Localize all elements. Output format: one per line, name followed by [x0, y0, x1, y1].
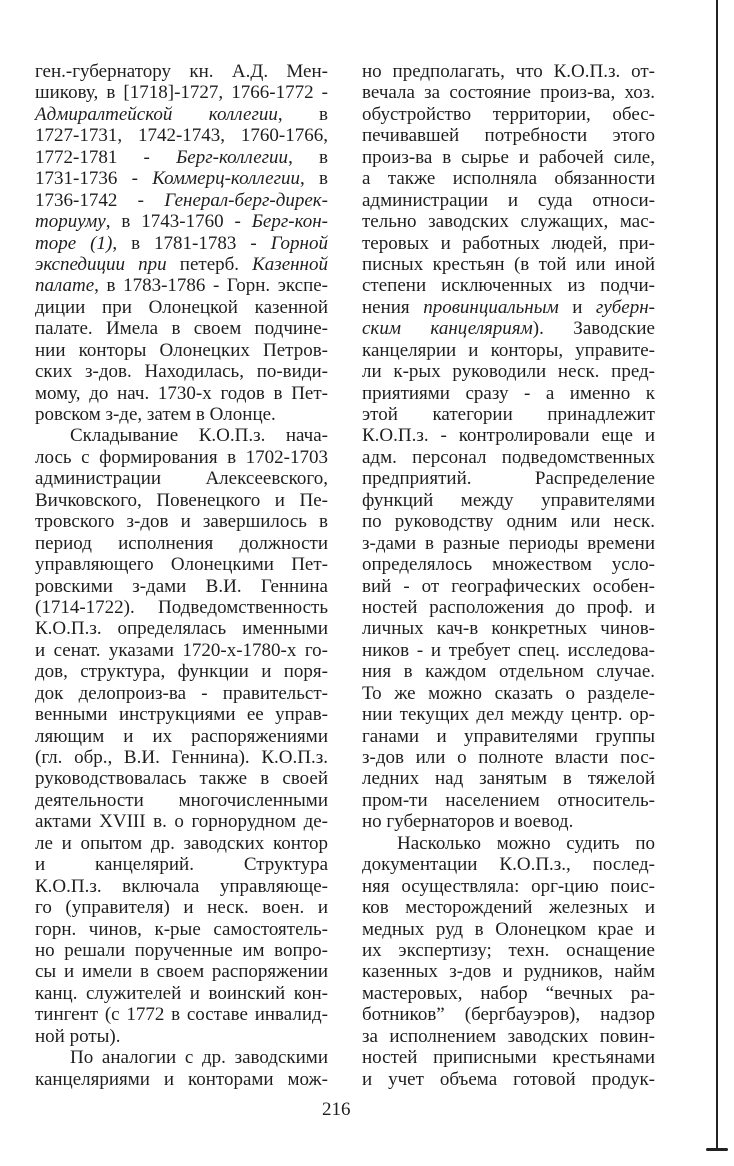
text-line — [362, 233, 655, 254]
text-segment: определялось множеством усло- — [362, 554, 655, 576]
text-line — [35, 1026, 328, 1047]
text-segment: К.О.П.з. включала управляюще- — [35, 875, 328, 897]
text-segment: , в — [299, 168, 328, 190]
text-segment: (гл. обр., В.И. Геннина). К.О.П.з. — [35, 747, 328, 768]
text-line — [362, 168, 655, 189]
italic-text-segment: палате — [35, 275, 95, 297]
text-segment: теровых и работных людей, при- — [362, 232, 655, 254]
italic-text-segment: Казенной — [252, 253, 328, 275]
text-segment: печивавшей потребности этого — [362, 125, 655, 147]
text-line — [35, 490, 328, 511]
text-line — [35, 275, 328, 296]
text-line — [362, 275, 655, 296]
text-line — [35, 683, 328, 704]
text-segment: з-дами в разные периоды времени — [362, 532, 655, 554]
text-segment: Вичковского, Повенецкого и Пе- — [35, 489, 328, 511]
text-segment: тровского з-дов и завершилось в — [35, 511, 328, 533]
italic-text-segment: экспедиции при — [35, 253, 167, 275]
text-segment: управляющего Олонецкими Пет- — [35, 554, 328, 576]
text-line — [35, 961, 328, 982]
text-line — [362, 297, 655, 318]
text-line — [35, 425, 328, 446]
text-segment: администрации Алексеевского, — [35, 468, 328, 490]
text-segment: дов, структура, функции и поря- — [35, 661, 328, 683]
text-line — [362, 340, 655, 361]
text-line — [362, 211, 655, 232]
text-segment: , в — [288, 146, 328, 168]
italic-text-segment: Берг-коллегии — [176, 146, 289, 168]
text-segment: ровском з-де, затем в Олонце. — [35, 404, 276, 425]
text-line — [35, 1069, 328, 1090]
text-segment: ностей расположения до проф. и — [362, 596, 655, 618]
text-segment: ледних над занятым в тяжелой — [362, 768, 655, 790]
text-segment: мому, до нач. 1730-х годов в Пет- — [35, 382, 328, 404]
text-line — [362, 104, 655, 125]
text-segment: ). Заводские — [532, 318, 655, 340]
margin-rule-line — [716, 0, 718, 1150]
text-segment: администрации и суда относи- — [362, 189, 655, 211]
text-line — [362, 961, 655, 982]
text-segment: 1736-1742 - — [35, 189, 165, 211]
text-line — [362, 597, 655, 618]
italic-text-segment: Берг-кон- — [251, 211, 328, 233]
text-line — [35, 233, 328, 254]
text-line — [362, 854, 655, 875]
text-line — [362, 811, 655, 832]
text-segment: вечала за состояние произ-ва, хоз. — [362, 82, 655, 104]
italic-text-segment: Коммерц-коллегии — [152, 168, 300, 190]
text-segment: сы и имели в своем распоряжении — [35, 961, 328, 983]
text-segment: за исполнением заводских повин- — [362, 1025, 655, 1047]
italic-text-segment: провинциальным — [423, 296, 559, 318]
text-segment: вий - от географических особен- — [362, 575, 655, 597]
text-segment: тельно заводских служащих, мас- — [362, 211, 655, 233]
text-line — [362, 125, 655, 146]
italic-text-segment: губерн- — [595, 296, 655, 318]
margin-rule-foot — [706, 1148, 728, 1151]
italic-text-segment: ториуму — [35, 211, 106, 233]
text-segment: К.О.П.з. определялась именными — [35, 618, 328, 640]
text-line — [362, 897, 655, 918]
text-segment: , в — [277, 103, 328, 125]
text-line — [35, 168, 328, 189]
text-line — [362, 61, 655, 82]
text-line — [362, 82, 655, 103]
text-line — [35, 726, 328, 747]
text-line — [35, 468, 328, 489]
text-segment: деятельности многочисленными — [35, 789, 328, 811]
text-line — [35, 576, 328, 597]
text-line — [362, 254, 655, 275]
text-segment: канц. служителей и воинский кон- — [35, 982, 328, 1004]
text-segment: мастеровых, набор “вечных ра- — [362, 982, 655, 1004]
italic-text-segment: Адмиралтейской коллегии — [35, 103, 278, 125]
page-number: 216 — [322, 1099, 351, 1120]
text-line — [362, 747, 655, 768]
italic-text-segment: Горной — [270, 232, 328, 254]
text-line — [35, 104, 328, 125]
text-segment: а также исполняла обязанности — [362, 168, 655, 190]
text-line — [35, 147, 328, 168]
text-segment: функций между управителями — [362, 489, 655, 511]
text-line — [35, 897, 328, 918]
text-line — [362, 383, 655, 404]
text-line — [362, 768, 655, 789]
text-segment: ле и опытом др. заводских контор — [35, 832, 328, 854]
text-line — [35, 661, 328, 682]
text-line — [362, 361, 655, 382]
text-line — [362, 683, 655, 704]
text-line — [362, 468, 655, 489]
text-line — [362, 404, 655, 425]
text-segment: ли к-рых руководили неск. пред- — [362, 361, 655, 383]
text-line — [35, 554, 328, 575]
text-segment: шикову, в [1718]-1727, 1766-1772 - — [35, 82, 328, 104]
text-segment: диции при Олонецкой казенной — [35, 296, 328, 318]
text-segment: ганами и управителями группы — [362, 725, 655, 747]
text-line — [35, 254, 328, 275]
text-line — [362, 554, 655, 575]
text-line — [35, 640, 328, 661]
text-line — [362, 425, 655, 446]
text-line — [362, 983, 655, 1004]
text-segment: палате. Имела в своем подчине- — [35, 318, 328, 340]
text-line — [362, 726, 655, 747]
text-segment: , в 1743-1760 - — [105, 211, 252, 233]
text-line — [362, 940, 655, 961]
text-segment: и учет объема готовой продук- — [362, 1068, 655, 1090]
text-line — [362, 640, 655, 661]
text-line — [35, 811, 328, 832]
italic-text-segment: торе (1) — [35, 232, 113, 254]
text-segment: петерб. — [166, 253, 253, 275]
text-line — [362, 490, 655, 511]
italic-text-segment: Генерал-берг-дирек- — [164, 189, 328, 211]
text-line — [35, 61, 328, 82]
text-segment: нии конторы Олонецких Петров- — [35, 339, 328, 361]
text-segment: ровскими з-дами В.И. Геннина — [35, 575, 328, 597]
text-segment: но губернаторов и воевод. — [362, 811, 574, 833]
text-line — [362, 618, 655, 639]
text-segment: ностей приписными крестьянами — [362, 1047, 655, 1069]
text-segment: ния в каждом отдельном случае. — [362, 661, 655, 683]
text-line — [35, 511, 328, 532]
text-line — [35, 768, 328, 789]
text-line — [35, 361, 328, 382]
text-column-left — [35, 61, 328, 1090]
text-segment: но предполагать, что К.О.П.з. от- — [362, 61, 655, 82]
text-line — [362, 533, 655, 554]
text-line — [35, 404, 328, 425]
italic-text-segment: ским канцеляриям — [362, 318, 533, 340]
text-segment: и сенат. указами 1720-х-1780-х го- — [35, 639, 328, 661]
text-segment: Насколько можно судить по — [397, 832, 655, 854]
text-segment: (1714-1722). Подведомственность — [35, 596, 328, 618]
text-line — [362, 190, 655, 211]
text-line — [35, 533, 328, 554]
text-line — [362, 704, 655, 725]
text-line — [362, 876, 655, 897]
text-segment: приятиями сразу - а именно к — [362, 382, 655, 404]
text-segment: этой категории принадлежит — [362, 404, 655, 425]
text-segment: , в 1781-1783 - — [112, 232, 271, 254]
text-line — [362, 147, 655, 168]
text-line — [35, 318, 328, 339]
text-line — [35, 211, 328, 232]
text-segment: пром-ти населением относитель- — [362, 789, 655, 811]
text-line — [362, 576, 655, 597]
text-segment: актами XVIII в. о горнорудном де- — [35, 811, 328, 833]
text-segment: писных крестьян (в той или иной — [362, 253, 655, 275]
text-segment: ков месторождений железных и — [362, 897, 655, 919]
text-segment: и — [558, 296, 596, 318]
text-segment: предприятий. Распределение — [362, 468, 655, 490]
text-segment: ников - и требует спец. исследова- — [362, 639, 655, 661]
text-segment: 1731-1736 - — [35, 168, 153, 190]
text-line — [35, 618, 328, 639]
text-segment: лось с формирования в 1702-1703 — [35, 446, 328, 468]
text-line — [362, 919, 655, 940]
text-segment: период исполнения должности — [35, 532, 328, 554]
text-line — [35, 747, 328, 768]
text-segment: ляющим и их распоряжениями — [35, 725, 328, 747]
text-line — [35, 1004, 328, 1025]
text-line — [362, 833, 655, 854]
text-segment: медных руд в Олонецком крае и — [362, 918, 655, 940]
text-line — [35, 125, 328, 146]
text-line — [35, 297, 328, 318]
text-line — [35, 340, 328, 361]
text-segment: по руководству одним или неск. — [362, 511, 655, 533]
text-segment: руководствовалась также в своей — [35, 768, 328, 790]
text-line — [35, 190, 328, 211]
text-line — [35, 833, 328, 854]
text-segment: их экспертизу; техн. оснащение — [362, 939, 655, 961]
text-line — [35, 1047, 328, 1068]
text-segment: К.О.П.з. - контролировали еще и — [362, 425, 655, 447]
text-segment: обустройство территории, обес- — [362, 103, 655, 125]
text-line — [362, 790, 655, 811]
text-line — [35, 383, 328, 404]
text-segment: По аналогии с др. заводскими — [70, 1047, 328, 1069]
text-segment: степени исключенных из подчи- — [362, 275, 655, 297]
text-segment: канцеляриями и конторами мож- — [35, 1068, 328, 1090]
text-segment: док делопроиз-ва - правительст- — [35, 682, 328, 704]
text-segment: но решали порученные им вопро- — [35, 939, 328, 961]
text-segment: горн. чинов, к-рые самостоятель- — [35, 918, 328, 940]
text-segment: , в 1783-1786 - Горн. экспе- — [94, 275, 328, 297]
text-segment: тингент (с 1772 в составе инвалид- — [35, 1004, 328, 1026]
text-line — [362, 447, 655, 468]
text-segment: ной роты). — [35, 1025, 121, 1047]
text-line — [35, 876, 328, 897]
text-segment: го (управителя) и неск. воен. и — [35, 897, 328, 919]
text-segment: документации К.О.П.з., послед- — [362, 854, 655, 876]
text-line — [35, 447, 328, 468]
text-segment: Складывание К.О.П.з. нача- — [70, 425, 328, 447]
text-segment: нии текущих дел между центр. ор- — [362, 704, 655, 726]
text-segment: венными инструкциями ее управ- — [35, 704, 328, 726]
text-line — [362, 318, 655, 339]
text-line — [35, 82, 328, 103]
text-segment: з-дов или о полноте власти пос- — [362, 747, 655, 768]
text-segment: 1772-1781 - — [35, 146, 177, 168]
text-segment: казенных з-дов и рудников, найм — [362, 961, 655, 983]
text-line — [362, 661, 655, 682]
text-line — [35, 983, 328, 1004]
text-line — [362, 1047, 655, 1068]
text-line — [35, 940, 328, 961]
text-segment: личных кач-в конкретных чинов- — [362, 618, 655, 640]
text-line — [35, 597, 328, 618]
text-segment: ских з-дов. Находилась, по-види- — [35, 361, 328, 383]
text-line — [35, 790, 328, 811]
text-line — [35, 704, 328, 725]
text-column-right — [362, 61, 655, 1090]
text-segment: адм. персонал подведомственных — [362, 446, 655, 468]
text-segment: 1727-1731, 1742-1743, 1760-1766, — [35, 125, 328, 147]
text-line — [35, 919, 328, 940]
text-segment: ботников” (бергбауэров), надзор — [362, 1004, 655, 1026]
text-segment: и канцелярий. Структура — [35, 854, 328, 876]
text-line — [362, 511, 655, 532]
text-segment: То же можно сказать о разделе- — [362, 682, 655, 704]
text-segment: нения — [362, 296, 424, 318]
text-segment: произ-ва в сырье и рабочей силе, — [362, 146, 655, 168]
text-line — [35, 854, 328, 875]
text-segment: канцелярии и конторы, управите- — [362, 339, 655, 361]
text-line — [362, 1026, 655, 1047]
text-line — [362, 1004, 655, 1025]
text-segment: ген.-губернатору кн. А.Д. Мен- — [35, 61, 328, 82]
text-line — [362, 1069, 655, 1090]
text-segment: няя осуществляла: орг-цию поис- — [362, 875, 655, 897]
